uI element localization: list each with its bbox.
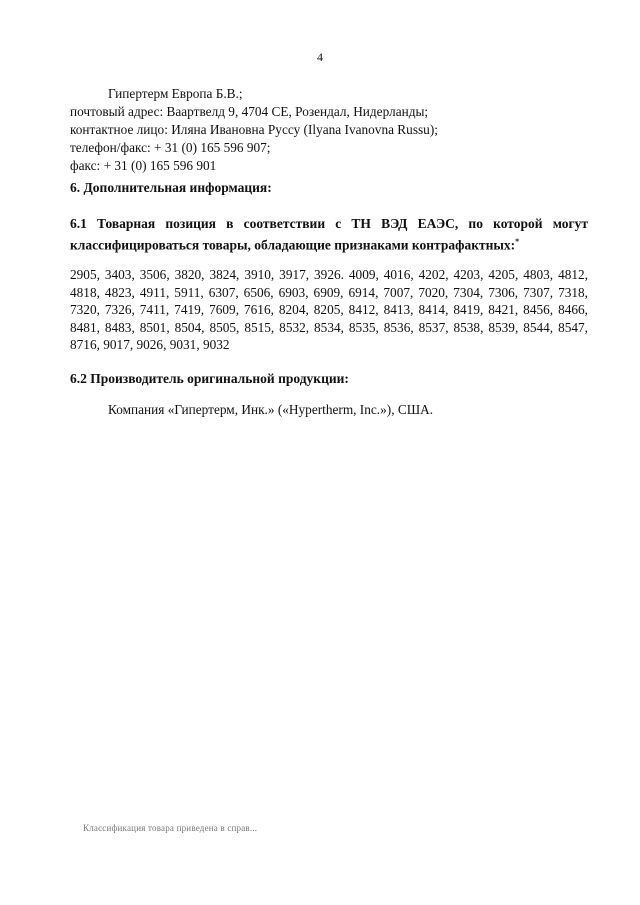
page-number: 4	[317, 50, 323, 64]
contact-person: контактное лицо: Иляна Ивановна Руссу (Ilyana Ivanovna Russu);	[70, 122, 438, 137]
section-6-heading: 6. Дополнительная информация:	[70, 180, 272, 195]
phone-fax: телефон/факс: + 31 (0) 165 596 907;	[70, 140, 271, 155]
fax: факс: + 31 (0) 165 596 901	[70, 158, 217, 173]
manufacturer-text: Компания «Гипертерм, Инк.» («Hypertherm, Inc.»), США.	[108, 402, 434, 417]
postal-address: почтовый адрес: Ваартвелд 9, 4704 СЕ, Розендал, Нидерланды;	[70, 104, 429, 119]
hs-codes-list: 2905, 3403, 3506, 3820, 3824, 3910, 3917, 3926. 4009, 4016, 4202, 4203, 4205, 4803, 4812, 4818, 4823, 4911, 5911, 6307, 6506, 6903, 6909, 6914, 7007, 7020, 7304, 7306, 7307, 7318, 7320, 7326, 7411, 7419, 7609, 7616, 8204, 8205, 8412, 8413, 8414, 8419, 8421, 8456, 8466, 8481, 8483, 8501, 8504, 8505, 8515, 8532, 8534, 8535, 8536, 8537, 8538, 8539, 8544, 8547, 8716, 9017, 9026, 9031, 9032	[70, 267, 588, 352]
company-name: Гипертерм Европа Б.В.;	[108, 86, 243, 101]
section-6-1-title: 6.1 Товарная позиция в соответствии с ТН ВЭД ЕАЭС, по которой могут классифицироваться товары, обладающие признаками контрафактных:	[70, 216, 588, 253]
footnote-text: Классификация товара приведена в справ...	[83, 823, 258, 833]
section-6-2-heading: 6.2 Производитель оригинальной продукции:	[70, 371, 349, 386]
footnote-mark: *	[515, 237, 520, 246]
contact-block	[70, 85, 590, 175]
section-6-1-heading	[70, 215, 588, 255]
